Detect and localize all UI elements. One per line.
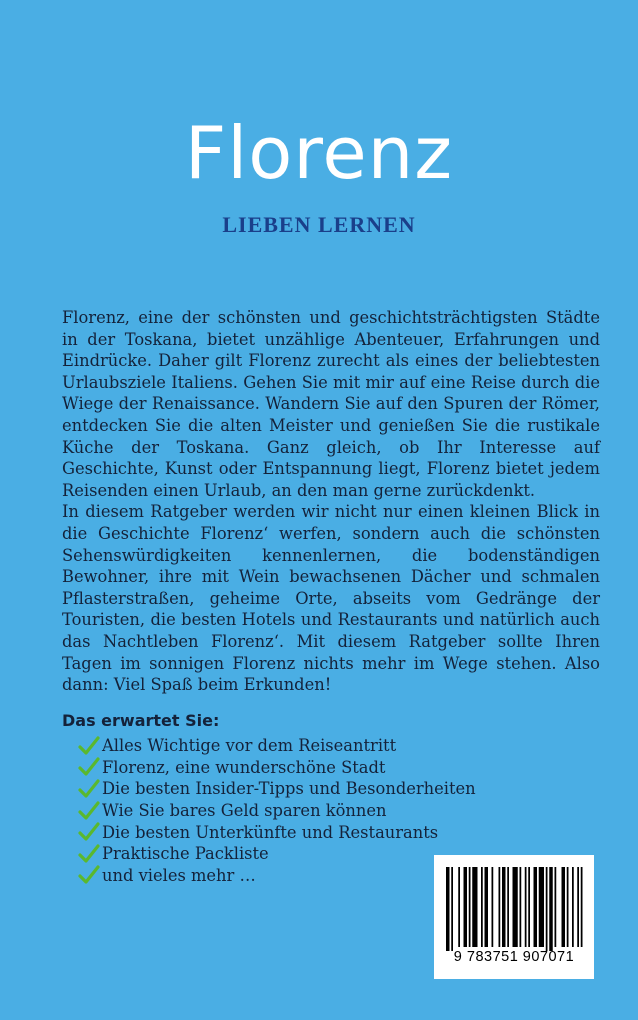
barcode-bar (458, 867, 460, 947)
barcode-bar (539, 867, 544, 947)
barcode-bar (451, 867, 453, 951)
checkmark-icon (78, 844, 100, 864)
feature-item (78, 800, 476, 822)
checkmark-icon (78, 865, 100, 885)
feature-item-label: Alles Wichtige vor dem Reiseantritt (102, 736, 397, 756)
checkmark-icon (78, 736, 100, 756)
feature-item-label: Die besten Insider-Tipps und Besonderheiten (102, 779, 476, 799)
barcode-bar (499, 867, 501, 947)
barcode-bars (434, 855, 594, 951)
checkmark-icon (78, 801, 100, 821)
barcode-bar (555, 867, 557, 947)
barcode-bar (577, 867, 579, 947)
feature-item (78, 821, 476, 843)
isbn-digits: 9 783751 907071 (453, 949, 575, 965)
barcode-bar (492, 867, 494, 947)
feature-item (78, 778, 476, 800)
barcode-bar (581, 867, 583, 947)
feature-item (78, 735, 476, 757)
features-heading: Das erwartet Sie: (62, 711, 220, 730)
checkmark-icon (78, 822, 100, 842)
barcode-bar (525, 867, 527, 947)
barcode-bar (549, 867, 553, 951)
barcode-bar (520, 867, 522, 947)
barcode-bar (502, 867, 506, 947)
book-description (62, 307, 600, 696)
barcode-bar (481, 867, 483, 947)
description-paragraph-1: Florenz, eine der schönsten und geschichtsträchtigsten Städte in der Toskana, bietet unzählige Abenteuer, Erfahrungen und Eindrücke. Daher gilt Florenz zurecht als eines der beliebtesten Urlaubsziele Italiens. Gehen Sie mit mir auf eine Reise durch die Wiege der Renaissance. Wandern Sie auf den Spuren der Römer, entdecken Sie die alten Meister und genießen Sie die rustikale Küche der Toskana. Ganz gleich, ob Ihr Interesse auf Geschichte, Kunst oder Entspannung liegt, Florenz bietet jedem Reisenden einen Urlaub, an den man gerne zurückdenkt. (62, 308, 600, 500)
book-subtitle: LIEBEN LERNEN (222, 212, 416, 237)
barcode-bar (572, 867, 574, 947)
barcode-bar (534, 867, 538, 947)
checkmark-icon (78, 779, 100, 799)
barcode-bar (485, 867, 489, 947)
barcode-bar (528, 867, 530, 947)
barcode-bar (469, 867, 471, 947)
features-list (78, 735, 476, 886)
barcode-bar (546, 867, 548, 951)
barcode-bar (513, 867, 518, 947)
description-paragraph-2: In diesem Ratgeber werden wir nicht nur einen kleinen Blick in die Geschichte Florenz‘ werfen, sondern auch die schönsten Sehenswürdigkeiten kennenlernen, die bodenständigen Bewohner, ihre mit Wein bewachsenen Dächer und schmalen Pflasterstraßen, geheime Orte, abseits vom Gedränge der Touristen, die besten Hotels und Restaurants und natürlich auch das Nachtleben Florenz‘. Mit diesem Ratgeber sollte Ihren Tagen im sonnigen Florenz nichts mehr im Wege stehen. Also dann: Viel Spaß beim Erkunden! (62, 502, 600, 695)
feature-item (78, 757, 476, 779)
barcode-bar (507, 867, 509, 947)
checkmark-icon (78, 757, 100, 777)
barcode-bar (472, 867, 477, 947)
feature-item-label: Die besten Unterkünfte und Restaurants (102, 822, 439, 842)
feature-item (78, 865, 476, 887)
feature-item-label: Praktische Packliste (102, 844, 269, 864)
feature-item (78, 843, 476, 865)
barcode-bar (464, 867, 468, 947)
feature-item-label: und vieles mehr … (102, 865, 256, 885)
barcode-bar (446, 867, 450, 951)
feature-item-label: Florenz, eine wunderschöne Stadt (102, 757, 386, 777)
isbn-barcode (434, 855, 594, 979)
barcode-bar (562, 867, 566, 947)
feature-item-label: Wie Sie bares Geld sparen können (102, 801, 387, 821)
book-title: Florenz (184, 111, 454, 195)
barcode-bar (567, 867, 569, 947)
